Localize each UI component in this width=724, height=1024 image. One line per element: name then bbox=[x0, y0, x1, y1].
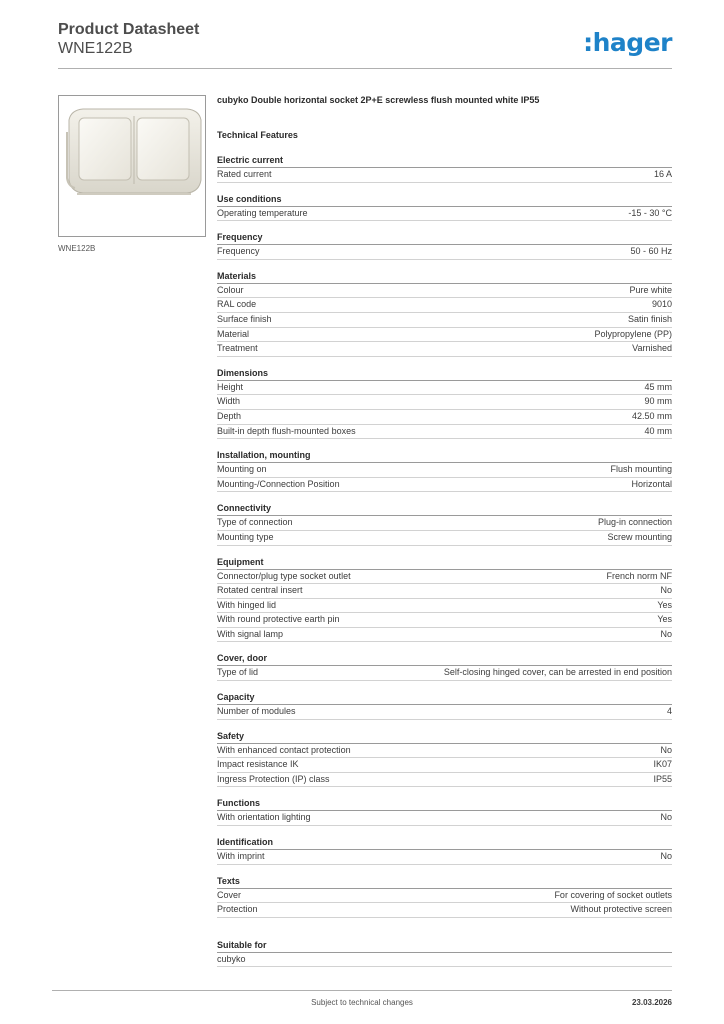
image-caption: WNE122B bbox=[58, 244, 96, 253]
spec-value: For covering of socket outlets bbox=[554, 889, 672, 900]
spec-value: 4 bbox=[666, 706, 672, 717]
spec-label: With enhanced contact protection bbox=[217, 744, 351, 755]
spec-value: Flush mounting bbox=[610, 464, 672, 475]
spec-section bbox=[217, 155, 672, 183]
spec-value: Satin finish bbox=[627, 313, 672, 324]
spec-section bbox=[217, 692, 672, 720]
spec-label: Rotated central insert bbox=[217, 585, 303, 596]
footer-note: Subject to technical changes bbox=[311, 998, 413, 1007]
spec-section bbox=[217, 271, 672, 357]
spec-label: Number of modules bbox=[217, 706, 296, 717]
spec-section bbox=[217, 194, 672, 222]
spec-section bbox=[217, 798, 672, 826]
spec-label: Protection bbox=[217, 904, 258, 915]
spec-row bbox=[217, 410, 672, 425]
spec-row bbox=[217, 889, 672, 904]
spec-label: With hinged lid bbox=[217, 599, 277, 610]
spec-value: Yes bbox=[657, 599, 672, 610]
spec-value: French norm NF bbox=[606, 570, 672, 581]
spec-row bbox=[217, 584, 672, 599]
spec-row bbox=[217, 342, 672, 357]
section-title: Dimensions bbox=[217, 368, 672, 381]
spec-label: With imprint bbox=[217, 851, 265, 862]
spec-row bbox=[217, 478, 672, 493]
technical-features-heading: Technical Features bbox=[217, 130, 298, 140]
section-title: Cover, door bbox=[217, 653, 672, 666]
spec-label: Treatment bbox=[217, 343, 258, 354]
spec-value: IK07 bbox=[653, 759, 672, 770]
spec-row bbox=[217, 953, 672, 968]
spec-row bbox=[217, 516, 672, 531]
spec-value: No bbox=[660, 744, 672, 755]
spec-label: Material bbox=[217, 328, 250, 339]
spec-section bbox=[217, 837, 672, 865]
spec-label: RAL code bbox=[217, 299, 257, 310]
spec-row bbox=[217, 773, 672, 788]
spec-section bbox=[217, 503, 672, 545]
spec-row bbox=[217, 463, 672, 478]
spec-row bbox=[217, 328, 672, 343]
section-title: Electric current bbox=[217, 155, 672, 168]
spec-value: No bbox=[660, 585, 672, 596]
spec-row bbox=[217, 207, 672, 222]
spec-label: Depth bbox=[217, 410, 242, 421]
footer-date: 23.03.2026 bbox=[631, 998, 672, 1007]
spec-section bbox=[217, 876, 672, 918]
spec-section bbox=[217, 653, 672, 681]
spec-section bbox=[217, 232, 672, 260]
feature-sections bbox=[217, 155, 672, 918]
header-divider bbox=[58, 68, 672, 69]
spec-label: Impact resistance IK bbox=[217, 759, 299, 770]
spec-row bbox=[217, 850, 672, 865]
spec-value: No bbox=[660, 812, 672, 823]
document-title: Product Datasheet bbox=[58, 21, 200, 38]
section-title: Texts bbox=[217, 876, 672, 889]
section-title: Installation, mounting bbox=[217, 450, 672, 463]
spec-value: Without protective screen bbox=[570, 904, 672, 915]
spec-row bbox=[217, 570, 672, 585]
spec-value: Varnished bbox=[632, 343, 672, 354]
spec-value: 50 - 60 Hz bbox=[630, 246, 672, 257]
spec-label: Colour bbox=[217, 284, 244, 295]
spec-section bbox=[217, 368, 672, 439]
spec-row bbox=[217, 744, 672, 759]
spec-value: Horizontal bbox=[631, 478, 672, 489]
spec-row bbox=[217, 666, 672, 681]
section-title: Materials bbox=[217, 271, 672, 284]
spec-label: Connector/plug type socket outlet bbox=[217, 570, 351, 581]
brand-logo: :hager bbox=[583, 28, 672, 57]
spec-value: IP55 bbox=[653, 773, 672, 784]
spec-label: Rated current bbox=[217, 169, 272, 179]
spec-section bbox=[217, 450, 672, 492]
spec-label: Mounting on bbox=[217, 464, 267, 475]
socket-illustration bbox=[59, 96, 206, 237]
spec-row bbox=[217, 613, 672, 628]
spec-label: Operating temperature bbox=[217, 207, 308, 218]
spec-label: Mounting type bbox=[217, 531, 274, 542]
spec-section bbox=[217, 731, 672, 788]
spec-value: 90 mm bbox=[644, 396, 672, 407]
spec-label: Ingress Protection (IP) class bbox=[217, 773, 330, 784]
section-title: Connectivity bbox=[217, 503, 672, 516]
page-header bbox=[58, 20, 672, 68]
section-title: Safety bbox=[217, 731, 672, 744]
spec-row bbox=[217, 758, 672, 773]
spec-value: 16 A bbox=[653, 169, 672, 179]
spec-value: -15 - 30 °C bbox=[628, 207, 672, 218]
spec-value: Plug-in connection bbox=[597, 517, 672, 528]
spec-row bbox=[217, 313, 672, 328]
spec-label: Cover bbox=[217, 889, 242, 900]
spec-section bbox=[217, 557, 672, 643]
product-image bbox=[58, 95, 206, 237]
spec-label: Surface finish bbox=[217, 313, 272, 324]
section-title: Equipment bbox=[217, 557, 672, 570]
footer-divider bbox=[52, 990, 672, 991]
spec-value: 40 mm bbox=[644, 425, 672, 436]
datasheet-content bbox=[217, 95, 672, 967]
spec-label: With signal lamp bbox=[217, 628, 284, 639]
spec-row bbox=[217, 298, 672, 313]
spec-row bbox=[217, 705, 672, 720]
spec-row bbox=[217, 168, 672, 183]
spec-value: Pure white bbox=[629, 284, 672, 295]
spec-value: No bbox=[660, 628, 672, 639]
section-title: Suitable for bbox=[217, 940, 672, 953]
spec-row bbox=[217, 599, 672, 614]
spec-row bbox=[217, 395, 672, 410]
spec-row bbox=[217, 284, 672, 299]
spec-value: No bbox=[660, 851, 672, 862]
spec-row bbox=[217, 903, 672, 918]
spec-value: Polypropylene (PP) bbox=[594, 328, 672, 339]
spec-label: Built-in depth flush-mounted boxes bbox=[217, 425, 356, 436]
spec-label: Type of lid bbox=[217, 667, 259, 678]
section-suitable-for bbox=[217, 940, 672, 968]
spec-value: 9010 bbox=[651, 299, 672, 310]
spec-row bbox=[217, 381, 672, 396]
spec-label: Mounting-/Connection Position bbox=[217, 478, 340, 489]
spec-row bbox=[217, 811, 672, 826]
spec-label: With round protective earth pin bbox=[217, 614, 340, 625]
spec-value: Screw mounting bbox=[607, 531, 672, 542]
spec-value: 42.50 mm bbox=[631, 410, 672, 421]
spec-row bbox=[217, 245, 672, 260]
section-title: Frequency bbox=[217, 232, 672, 245]
spec-row bbox=[217, 425, 672, 440]
spec-row bbox=[217, 628, 672, 643]
section-title: Identification bbox=[217, 837, 672, 850]
spec-label: With orientation lighting bbox=[217, 812, 311, 823]
section-title: Use conditions bbox=[217, 194, 672, 207]
spec-value: 45 mm bbox=[644, 381, 672, 392]
spec-label: Frequency bbox=[217, 246, 260, 257]
product-reference: WNE122B bbox=[58, 40, 133, 57]
section-title: Functions bbox=[217, 798, 672, 811]
spec-label: cubyko bbox=[217, 953, 246, 964]
spec-value: Yes bbox=[657, 614, 672, 625]
spec-value: Self-closing hinged cover, can be arrested in end position bbox=[443, 667, 672, 678]
spec-row bbox=[217, 531, 672, 546]
spec-label: Height bbox=[217, 381, 244, 392]
spec-label: Width bbox=[217, 396, 241, 407]
product-description: cubyko Double horizontal socket 2P+E screwless flush mounted white IP55 bbox=[217, 95, 540, 105]
spec-label: Type of connection bbox=[217, 517, 293, 528]
section-title: Capacity bbox=[217, 692, 672, 705]
